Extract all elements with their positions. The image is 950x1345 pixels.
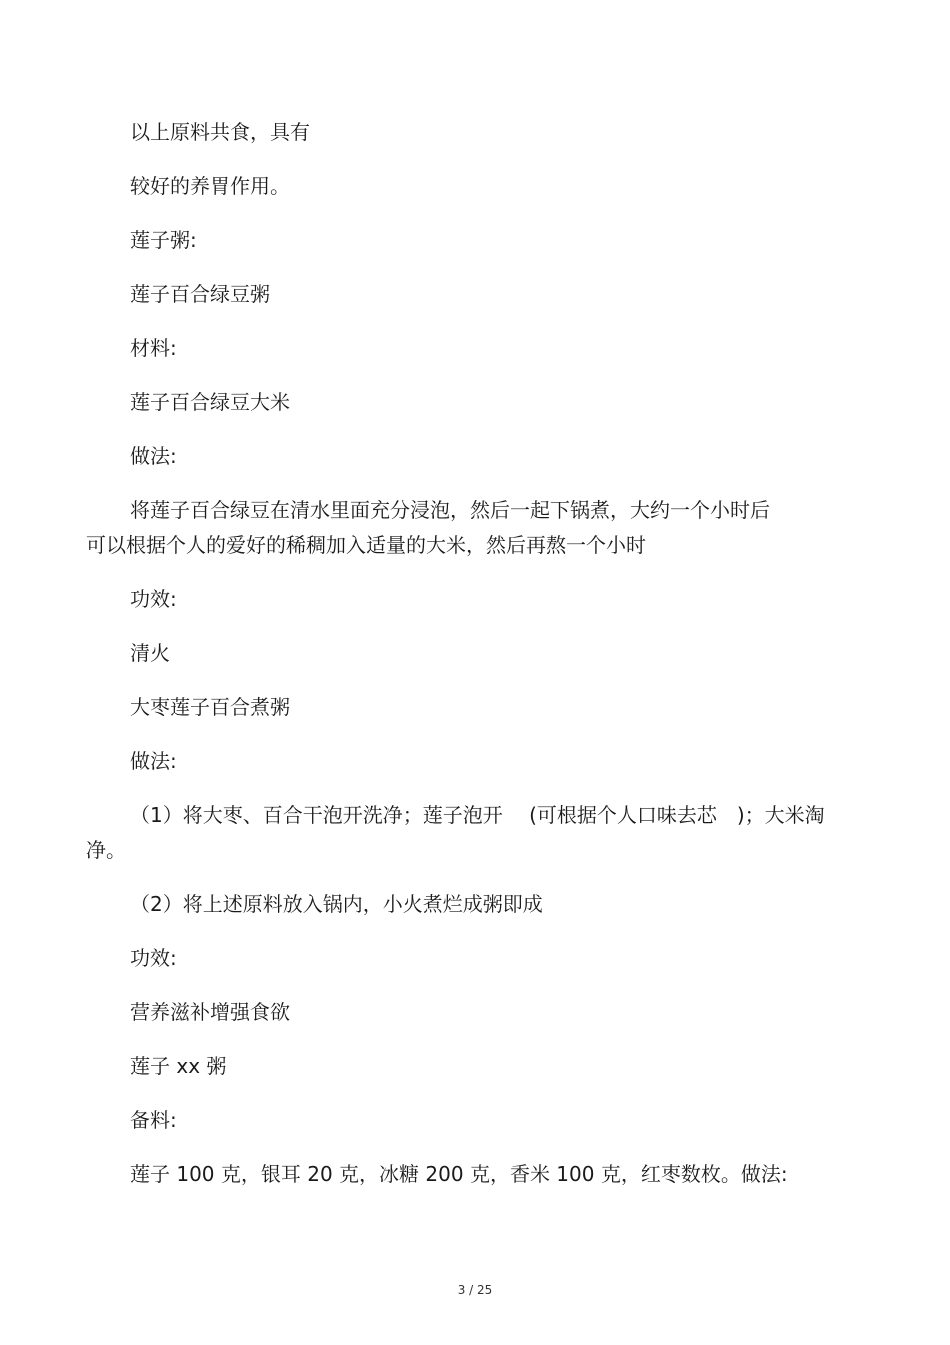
section-heading: 莲子粥: — [130, 228, 197, 252]
paragraph-line: 可以根据个人的爱好的稀稠加入适量的大米，然后再熬一个小时 — [86, 533, 646, 557]
recipe-title: 莲子百合绿豆粥 — [130, 282, 270, 306]
text-line: 莲子百合绿豆大米 — [130, 390, 290, 414]
page-number: 3 / 25 — [457, 1283, 493, 1297]
text-line: 功效: — [130, 946, 177, 970]
text-line: 以上原料共食，具有 — [130, 120, 310, 144]
paragraph-line: （1）将大枣、百合干泡开洗净；莲子泡开 (可根据个人口味去芯 )；大米淘 — [130, 803, 825, 827]
text-line: 做法: — [130, 749, 177, 773]
text-line: 做法: — [130, 444, 177, 468]
recipe-title: 大枣莲子百合煮粥 — [130, 695, 290, 719]
text-line: 功效: — [130, 587, 177, 611]
text-line: 备料: — [130, 1108, 177, 1132]
text-line: 材料: — [130, 336, 177, 360]
text-line: 营养滋补增强食欲 — [130, 1000, 290, 1024]
text-line: 较好的养胃作用。 — [130, 174, 290, 198]
paragraph-line: 将莲子百合绿豆在清水里面充分浸泡，然后一起下锅煮，大约一个小时后 — [130, 498, 770, 522]
recipe-title: 莲子 xx 粥 — [130, 1054, 227, 1078]
paragraph-line: 莲子 100 克，银耳 20 克，冰糖 200 克，香米 100 克，红枣数枚。做法: — [130, 1162, 788, 1186]
paragraph-line: （2）将上述原料放入锅内，小火煮烂成粥即成 — [130, 892, 543, 916]
paragraph-line: 净。 — [86, 838, 126, 862]
text-line: 清火 — [130, 641, 170, 665]
